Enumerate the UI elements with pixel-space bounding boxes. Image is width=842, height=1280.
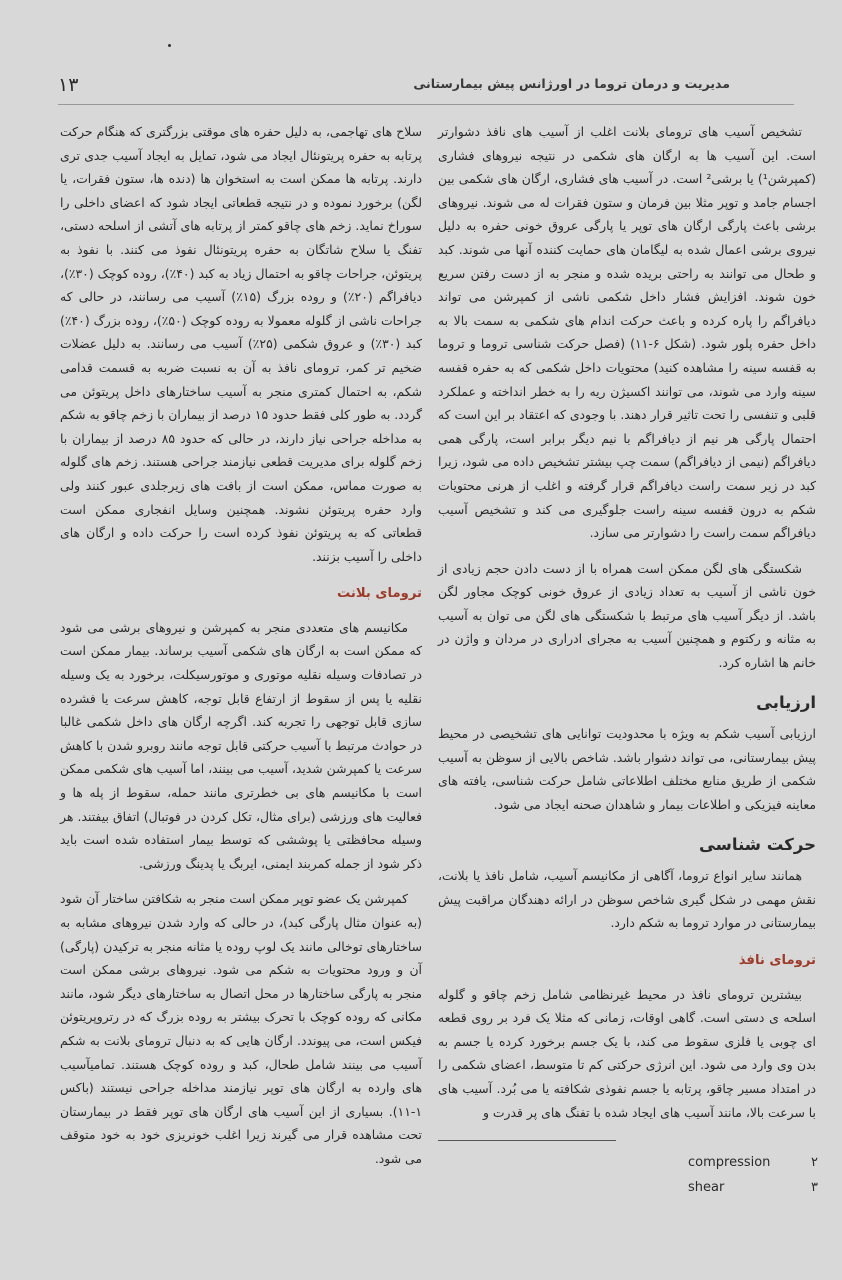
paragraph-assessment: ارزیابی آسیب شکم به ویژه با محدودیت توانایی های تشخیصی در محیط پیش بیمارستانی، می تواند دشوار باشد. شاخص بالایی از سوظن به آسیب شکمی از طریق منابع مختلف اطلاعاتی شامل حرکت شناسی، یافته های معاینه فیزیکی و اطلاعات بیمار و شاهدان صحنه ایجاد می شود.: [438, 726, 816, 813]
footnote-number: ۳: [811, 1180, 818, 1195]
page-dot-mark: [168, 44, 171, 47]
left-column: [60, 120, 422, 1183]
footnote-item: [440, 1150, 818, 1175]
paragraph-kinematics: همانند سایر انواع تروما، آگاهی از مکانیسم آسیب، شامل نافذ یا بلانت، نقش مهمی در شکل گیری شاخص سوظن در ارائه دهندگان مراقبت پیش بیمارستانی در موارد تروما به شکم دارد.: [438, 868, 816, 931]
heading-blunt-trauma: ترومای بلانت: [336, 586, 422, 602]
footnote-text: compression: [688, 1155, 771, 1170]
paragraph-blunt-diagnosis: تشخیص آسیب های ترومای بلانت اغلب از آسیب های نافذ دشوارتر است. این آسیب ها به ارگان های شکمی در نتیجه نیروهای فشاری (کمپرشن¹) یا برشی² است. در آسیب های فشاری، ارگان های شکمی بین اجسام جامد و توپر مثلا بین فرمان و ستون فقرات له می شوند. نیروهای برشی باعث پارگی ارگان های توپر یا پارگی عروق خونی حفره به دلیل نیروی برشی اعمال شده به لیگامان های حمایت کننده آنها می شوند. کبد و طحال می توانند به راحتی بریده شده و منجر به از دست رفتن سریع خون شوند. افزایش فشار داخل شکمی ناشی از کمپرشن می تواند دیافراگم را پاره کرده و باعث حرکت اندام های شکمی به سمت بالا به داخل حفره پلور شود. (شکل ۶-۱۱) (فصل حرکت شناسی تروما و تروما به قفسه سینه را مشاهده کنید) محتویات داخل شکمی که به حفره قفسه سینه وارد می شوند، می توانند اکسیژن ریه را به خطر انداخته و عملکرد قلبی و تنفسی را تحت تاثیر قرار دهند. با وجودی که اعتقاد بر این است که احتمال پارگی هر نیم از دیافراگم با نیم دیگر برابر است، پارگی همی دیافراگم (نیمی از دیافراگم) سمت چپ بیشتر تشخیص داده می شود، زیرا کبد در زیر سمت راست دیافراگم قرار گرفته و اغلب از هرنی محتویات شکم به درون قفسه سینه راست جلوگیری می کند و تشخیص آسیب دیافراگم سمت راست را دشوارتر می سازد.: [438, 124, 816, 541]
heading-penetrating-trauma: ترومای نافذ: [738, 953, 816, 968]
footnote-divider: [438, 1140, 616, 1141]
page-number: ۱۳: [58, 74, 79, 96]
paragraph-weapons: سلاح های تهاجمی، به دلیل حفره های موقتی بزرگتری که هنگام حرکت پرتابه به حفره پریتونئال ایجاد می شود، تمایل به ایجاد آسیب جدی تری دارند. پرتابه ها ممکن است به استخوان ها (دنده ها، ستون فقرات، یا لگن) برخورد نموده و در نتیجه قطعاتی ایجاد شود که اعضای داخلی را سوراخ نماید. زخم های چاقو کمتر از پرتابه های آتشی از اسلحه دستی، تفنگ یا سلاح شاتگان به حفره پریتونئال نفوذ می کنند. با نفوذ به پریتوئن، جراحات چاقو به احتمال زیاد به کبد (۴۰٪)، روده کوچک (۳۰٪)، دیافراگم (۲۰٪) و روده بزرگ (۱۵٪) آسیب می رسانند، در حالی که جراحات ناشی از گلوله معمولا به روده کوچک (۵۰٪)، روده بزرگ (۴۰٪) کبد (۳۰٪) و عروق شکمی (۲۵٪) آسیب می رسانند. به دلیل عضلات ضخیم تر کمر، ترومای نافذ به آن به نسبت ضربه به قسمت قدامی شکم، به احتمال کمتری منجر به آسیب ساختارهای داخل پریتوئن می گردد. به طور کلی فقط حدود ۱۵ درصد از بیماران با زخم چاقو به شکم به مداخله جراحی نیاز دارند، در حالی که حدود ۸۵ درصد از بیماران با زخم گلوله برای مدیریت قطعی نیازمند جراحی هستند. زخم های گلوله به صورت مماس، ممکن است از بافت های زیرجلدی عبور کنند ولی وارد حفره پریتوئن نشوند. همچنین وسایل انفجاری ممکن است قطعاتی که به پریتوئن نفوذ کرده است را حرکت داده و ارگان های داخلی را آسیب بزنند.: [60, 124, 423, 564]
paragraph-blunt-mechanisms: مکانیسم های متعددی منجر به کمپرشن و نیروهای برشی می شود که ممکن است به ارگان های شکمی آسیب برساند. بیمار ممکن است در تصادفات وسیله نقلیه موتوری و موتورسیکلت، برخورد به یک وسیله نقلیه یا پس از سقوط از ارتفاع قابل توجه، کاهش سرعت یا فشرده سازی قابل توجهی را تجربه کند. اگرچه ارگان های داخل شکمی غالبا در حوادث مرتبط با آسیب حرکتی قابل توجه مانند روبرو شدن با کاهش سرعت یا کمپرشن شدید، آسیب می بینند، اما آسیب های شکمی ممکن است با مکانیسم های بی خطرتری مانند حمله، سقوط از پله ها و فعالیت های ورزشی (برای مثال، تکل کردن در فوتبال) اتفاق بیفتند. هر وسیله محافظتی یا پوششی که توسط بیمار استفاده شده است باید ذکر شود از جمله کمربند ایمنی، ایربگ یا پدینگ ورزشی.: [60, 619, 422, 871]
footnote-text: shear: [688, 1180, 725, 1195]
footnote-item: [440, 1175, 818, 1200]
running-head: مدیریت و درمان تروما در اورژانس پیش بیمارستانی: [413, 76, 730, 91]
right-column: [438, 120, 816, 1136]
paragraph-penetrating-trauma: بیشترین ترومای نافذ در محیط غیرنظامی شامل زخم چاقو و گلوله اسلحه ی دستی است. گاهی اوقات، زمانی که مثلا یک فرد بر روی قطعه ای چوبی یا فلزی سقوط می کند، با یک جسم برخورد کرده یا جسم به بدن وی وارد می شود. این انرژی حرکتی کم تا متوسط، اعضای شکمی را در امتداد مسیر چاقو، پرتابه یا جسم نفوذی شکافته یا می بُرد. آسیب های با سرعت بالا، مانند آسیب های ایجاد شده با تفنگ های پر قدرت و: [438, 986, 816, 1120]
paragraph-pelvic-fractures: شکستگی های لگن ممکن است همراه با از دست دادن حجم زیادی از خون ناشی از آسیب به تعداد زیادی از عروق خونی کوچک مجاور لگن باشد. از دیگر آسیب های مرتبط با شکستگی های لگن می توان به آسیب به مثانه و رکتوم و همچنین آسیب به مجرای ادراری در مردان و واژن در خانم ها اشاره کرد.: [438, 560, 816, 671]
footnote-number: ۲: [811, 1155, 818, 1170]
paragraph-compression-shear: کمپرشن یک عضو توپر ممکن است منجر به شکافتن ساختار آن شود (به عنوان مثال پارگی کبد)، در حالی که وارد شدن نیروهای مشابه به ساختارهای توخالی مانند یک لوپ روده یا مثانه منجر به ترکیدن (پارگی) آن و ورود محتویات به شکم می شود. نیروهای برشی ممکن است منجر به پارگی ساختارها در محل اتصال به ساختارهای دیگر شود، مانند مکانی که روده کوچک با تحرک بیشتر به روده بزرگ که در رتروپریتوئن فیکس است، می پیوندد. ارگان هایی که به دنبال ترومای بلانت به شکم آسیب می بینند شامل طحال، کبد و روده کوچک هستند. تمامیآسیب های وارده به ارگان های توپر نیازمند مداخله جراحی نیستند (باکس ۱-۱۱). بسیاری از این آسیب های ارگان های توپر فقط در بیمارستان تحت مشاهده قرار می گیرند زیرا اغلب خونریزی خود به خود متوقف می شود.: [60, 891, 422, 1166]
heading-assessment: ارزیابی: [756, 692, 816, 712]
header-divider: [58, 104, 794, 105]
footnotes: [440, 1150, 818, 1200]
heading-kinematics: حرکت شناسی: [698, 834, 816, 854]
